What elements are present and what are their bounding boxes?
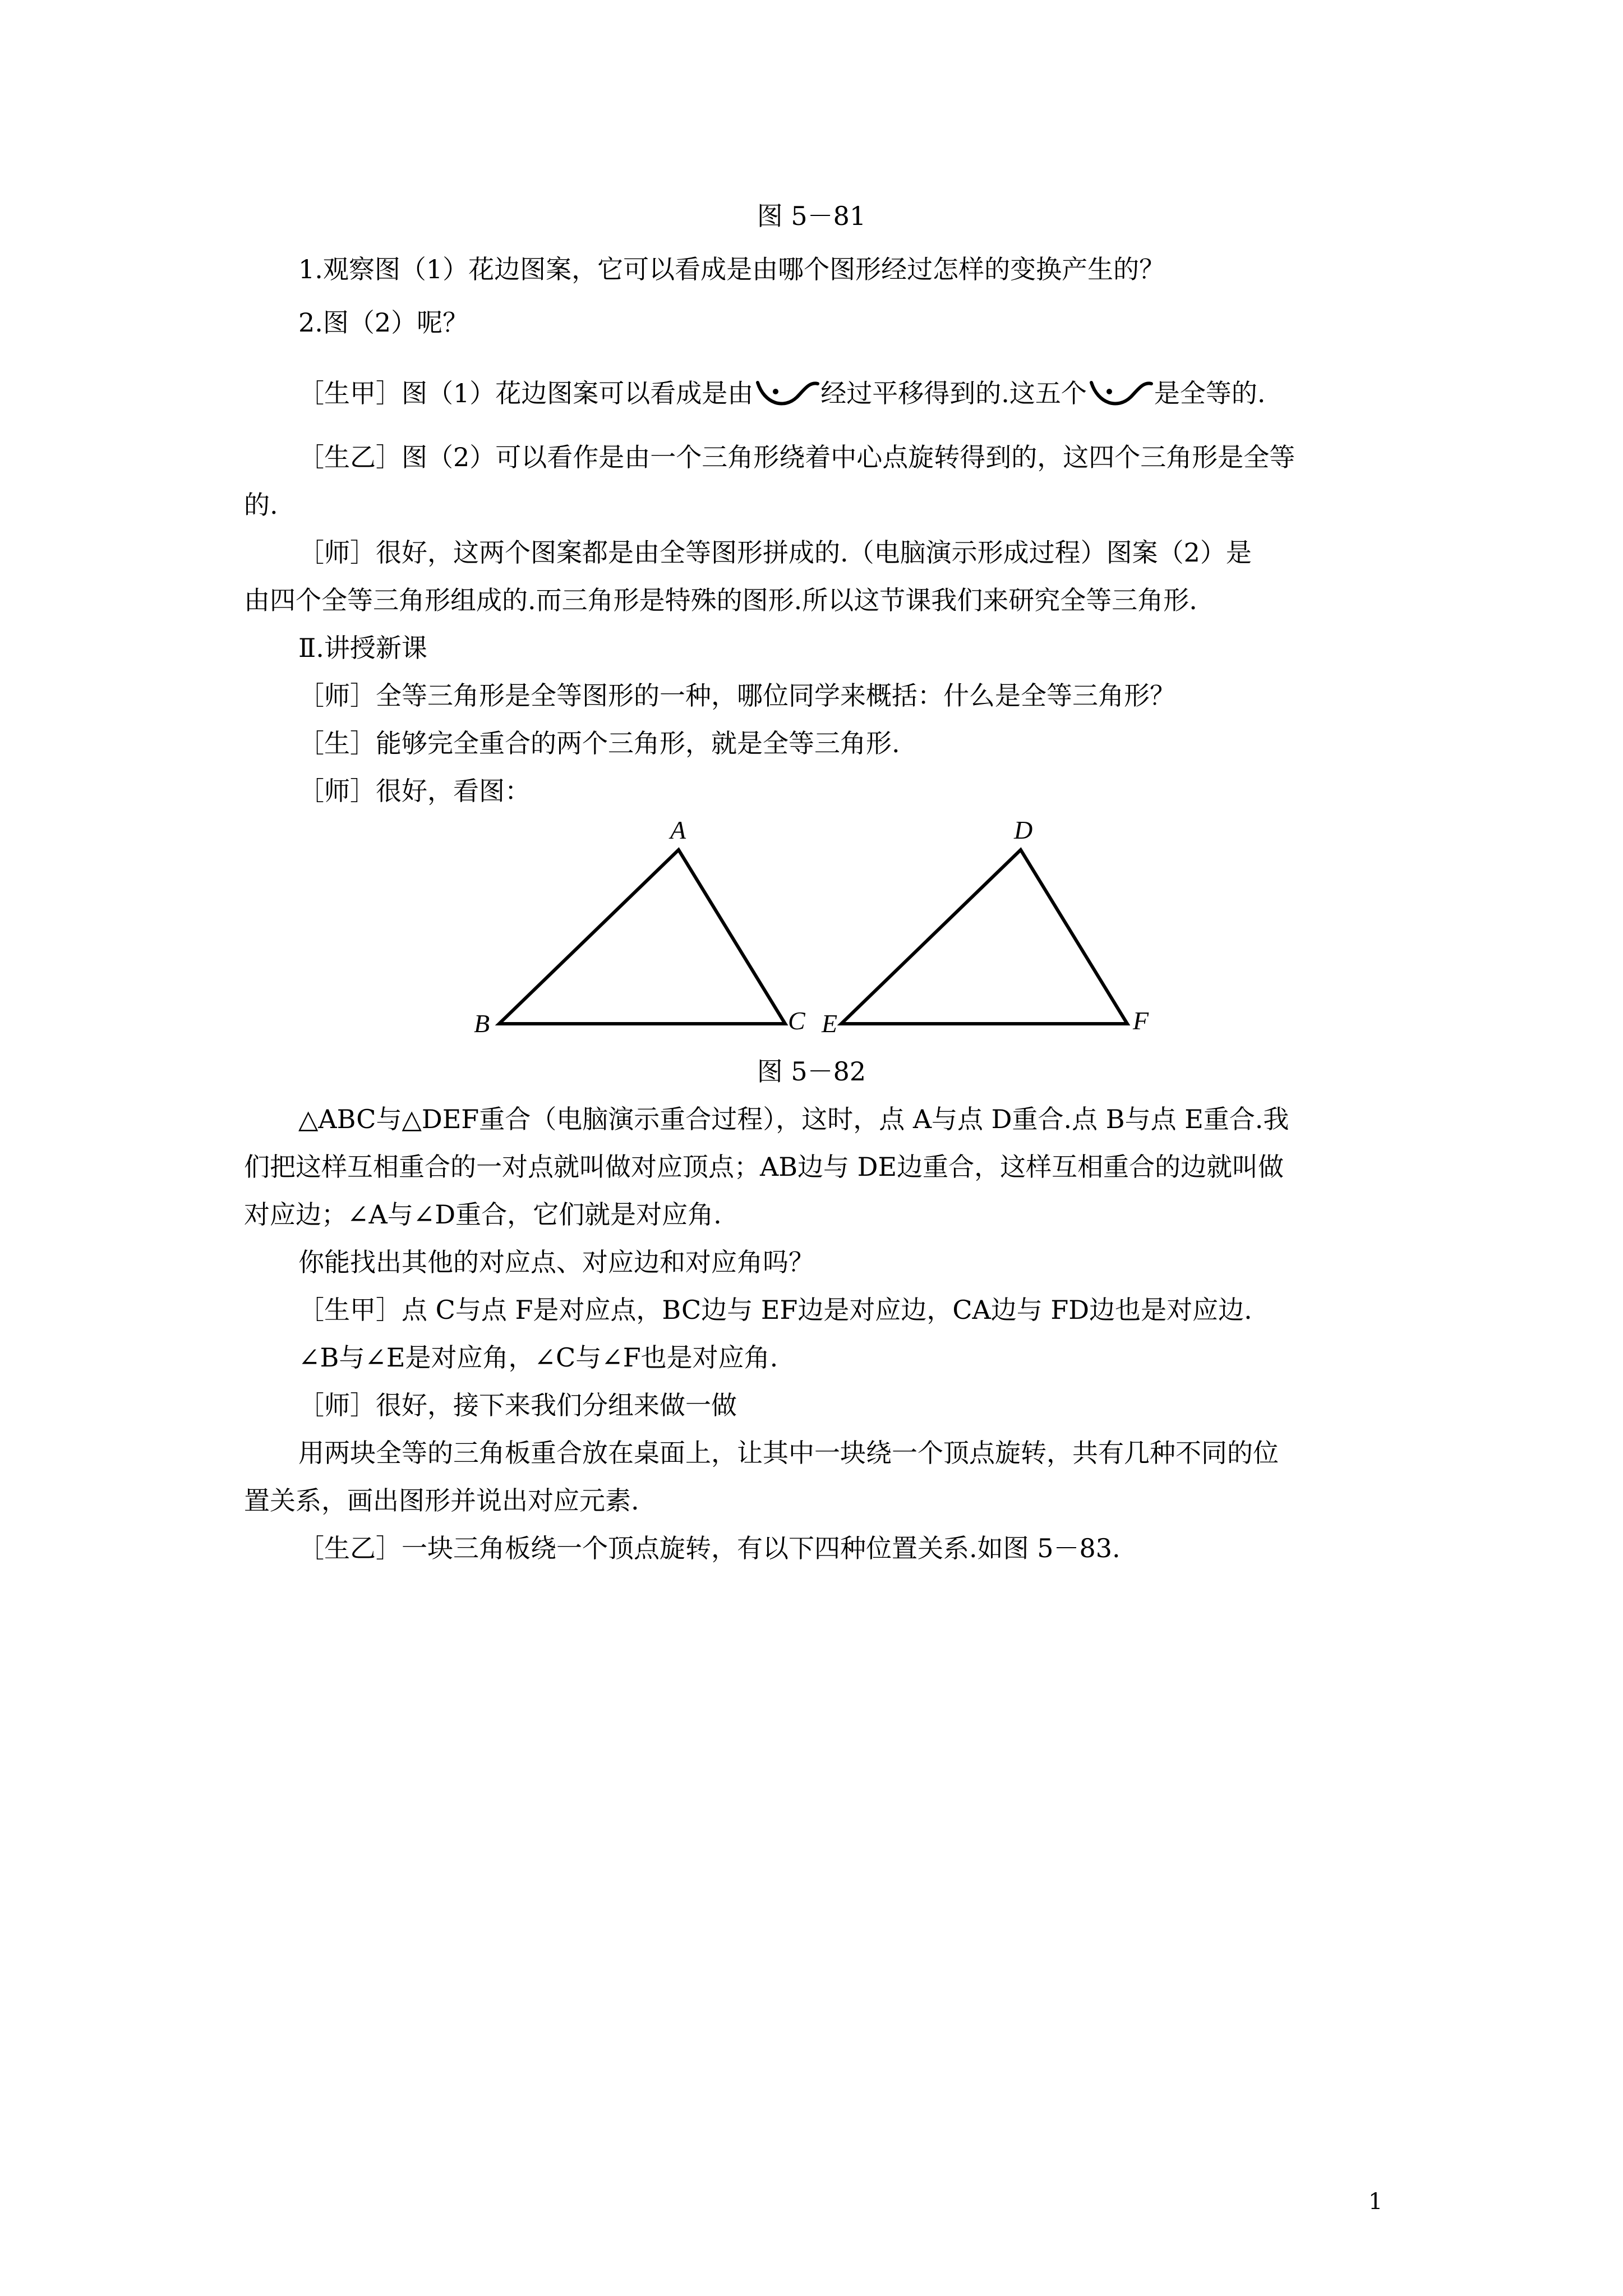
student-a-answer-1-part3: 是全等的. xyxy=(1154,378,1266,408)
task-line-2: 置关系，画出图形并说出对应元素. xyxy=(244,1485,639,1516)
teacher-remark-1-line2: 由四个全等三角形组成的.而三角形是特殊的图形.所以这节课我们来研究全等三角形. xyxy=(244,585,1197,615)
student-a-answer-1-part2: 经过平移得到的.这五个 xyxy=(820,378,1087,408)
question-more: 你能找出其他的对应点、对应边和对应角吗？ xyxy=(298,1247,814,1277)
teacher-remark-3: ［师］很好，看图： xyxy=(298,776,531,806)
student-remark-1: ［生］能够完全重合的两个三角形，就是全等三角形. xyxy=(298,728,900,758)
vertex-label-e: E xyxy=(822,1009,838,1038)
figure-82-triangles xyxy=(0,819,1623,1055)
triangle-abc xyxy=(499,850,785,1024)
question-2: 2.图（2）呢？ xyxy=(298,307,469,338)
vertex-label-f: F xyxy=(1133,1006,1149,1035)
explanation-line-3: 对应边；∠A与∠D重合，它们就是对应角. xyxy=(244,1199,722,1230)
vertex-label-b: B xyxy=(474,1009,490,1038)
triangle-def xyxy=(841,850,1127,1024)
explanation-line-1: △ABC与△DEF重合（电脑演示重合过程），这时，点 A与点 D重合.点 B与点 E重合.我 xyxy=(298,1104,1289,1134)
vertex-label-a: A xyxy=(670,819,686,844)
explanation-line-2: 们把这样互相重合的一对点就叫做对应顶点；AB边与 DE边重合，这样互相重合的边就叫做 xyxy=(244,1152,1284,1182)
vertex-label-d: D xyxy=(1014,819,1033,844)
vertex-label-c: C xyxy=(788,1006,805,1035)
flower-border-motif-icon xyxy=(753,376,820,415)
student-a-answer-2-line1: ［生甲］点 C与点 F是对应点，BC边与 EF边是对应边，CA边与 FD边也是对应边. xyxy=(298,1295,1252,1325)
section-2-title: Ⅱ.讲授新课 xyxy=(298,633,427,663)
question-1: 1.观察图（1）花边图案，它可以看成是由哪个图形经过怎样的变换产生的？ xyxy=(298,254,1165,284)
student-a-answer-1 xyxy=(298,376,1266,415)
flower-border-motif-icon xyxy=(1087,376,1154,415)
student-a-answer-2-line2: ∠B与∠E是对应角，∠C与∠F也是对应角. xyxy=(298,1342,778,1373)
student-b-answer-1-line1: ［生乙］图（2）可以看作是由一个三角形绕着中心点旋转得到的，这四个三角形是全等 xyxy=(298,442,1295,472)
figure-81-caption: 图 5－81 xyxy=(757,201,866,231)
student-b-answer-1-line2: 的. xyxy=(244,490,278,520)
teacher-remark-2: ［师］全等三角形是全等图形的一种，哪位同学来概括：什么是全等三角形？ xyxy=(298,680,1175,711)
figure-82-caption: 图 5－82 xyxy=(757,1056,866,1087)
student-a-answer-1-part1: ［生甲］图（1）花边图案可以看成是由 xyxy=(298,378,754,408)
student-b-answer-2: ［生乙］一块三角板绕一个顶点旋转，有以下四种位置关系.如图 5－83. xyxy=(298,1533,1121,1563)
teacher-remark-4: ［师］很好，接下来我们分组来做一做 xyxy=(298,1390,737,1420)
teacher-remark-1-line1: ［师］很好，这两个图案都是由全等图形拼成的.（电脑演示形成过程）图案（2）是 xyxy=(298,537,1252,568)
task-line-1: 用两块全等的三角板重合放在桌面上，让其中一块绕一个顶点旋转，共有几种不同的位 xyxy=(298,1438,1279,1468)
page-number: 1 xyxy=(1368,2189,1383,2215)
